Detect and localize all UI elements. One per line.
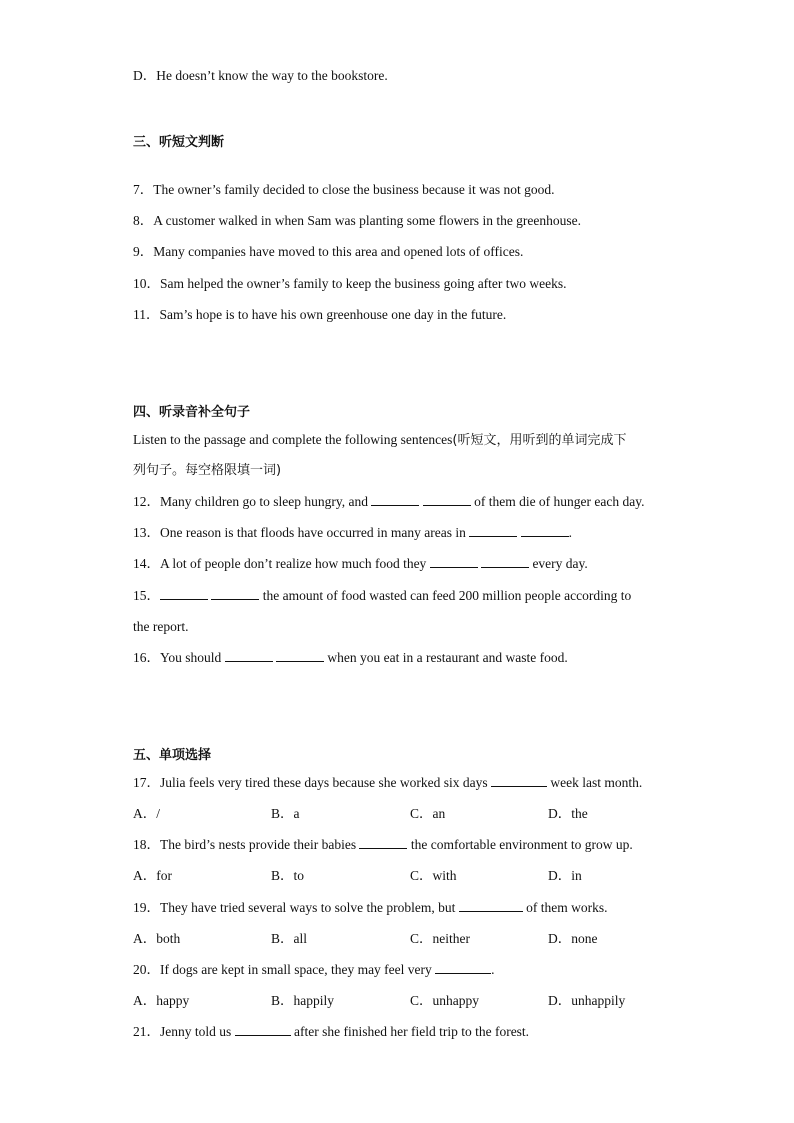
question-17-option-c[interactable]: C．an [410,806,446,821]
question-18-option-c[interactable]: C．with [410,868,457,883]
question-12: 12．Many children go to sleep hungry, and of them die of hunger each day. [133,494,645,509]
question-19-option-a[interactable]: A．both [133,931,181,946]
section-4-instructions-cont: 列句子。每空格限填一词) [133,463,282,478]
answer-blank[interactable] [435,961,491,974]
question-18: 18．The bird’s nests provide their babies the comfortable environment to grow up. [133,837,633,852]
question-19-option-b[interactable]: B．all [271,931,307,946]
answer-blank[interactable] [225,649,273,662]
answer-blank[interactable] [211,587,259,600]
question-19: 19．They have tried several ways to solve the problem, but of them works. [133,900,608,915]
question-10: 10．Sam helped the owner’s family to keep the business going after two weeks. [133,276,567,291]
question-16: 16．You should when you eat in a restaurant and waste food. [133,650,568,665]
answer-blank[interactable] [276,649,324,662]
question-20-option-d[interactable]: D．unhappily [548,993,626,1008]
answer-blank[interactable] [235,1023,291,1036]
question-19-option-d[interactable]: D．none [548,931,598,946]
question-18-option-d[interactable]: D．in [548,868,582,883]
question-21: 21．Jenny told us after she finished her field trip to the forest. [133,1024,530,1039]
question-14: 14．A lot of people don’t realize how much food they every day. [133,556,588,571]
answer-blank[interactable] [459,899,523,912]
section-4-instructions: Listen to the passage and complete the following sentences(听短文，用听到的单词完成下 [133,432,627,448]
answer-blank[interactable] [491,774,547,787]
answer-blank[interactable] [371,493,419,506]
question-7: 7．The owner’s family decided to close the business because it was not good. [133,182,555,197]
answer-blank[interactable] [469,524,517,537]
section-5-title: 五、单项选择 [133,748,212,763]
question-20-option-b[interactable]: B．happily [271,993,334,1008]
question-17-option-b[interactable]: B．a [271,806,300,821]
question-13: 13．One reason is that floods have occurred in many areas in . [133,525,573,540]
question-20-option-c[interactable]: C．unhappy [410,993,479,1008]
question-18-option-a[interactable]: A．for [133,868,172,883]
question-11: 11．Sam’s hope is to have his own greenhouse one day in the future. [133,307,507,322]
answer-blank[interactable] [359,836,407,849]
question-8: 8．A customer walked in when Sam was planting some flowers in the greenhouse. [133,213,582,228]
question-17: 17．Julia feels very tired these days because she worked six days week last month. [133,775,643,790]
question-15: 15． the amount of food wasted can feed 200 million people according to [133,588,632,603]
question-20: 20．If dogs are kept in small space, they may feel very . [133,962,495,977]
answer-blank[interactable] [430,555,478,568]
question-17-option-d[interactable]: D．the [548,806,588,821]
question-9: 9．Many companies have moved to this area and opened lots of offices. [133,244,524,259]
question-19-option-c[interactable]: C．neither [410,931,470,946]
section-4-title: 四、听录音补全句子 [133,405,251,420]
question-17-option-a[interactable]: A．/ [133,806,160,821]
question-6-option-d: D．He doesn’t know the way to the bookstore. [133,68,388,83]
answer-blank[interactable] [521,524,569,537]
question-15-cont: the report. [133,619,189,634]
question-20-option-a[interactable]: A．happy [133,993,190,1008]
answer-blank[interactable] [423,493,471,506]
answer-blank[interactable] [481,555,529,568]
section-3-title: 三、听短文判断 [133,135,225,150]
answer-blank[interactable] [160,587,208,600]
question-18-option-b[interactable]: B．to [271,868,305,883]
